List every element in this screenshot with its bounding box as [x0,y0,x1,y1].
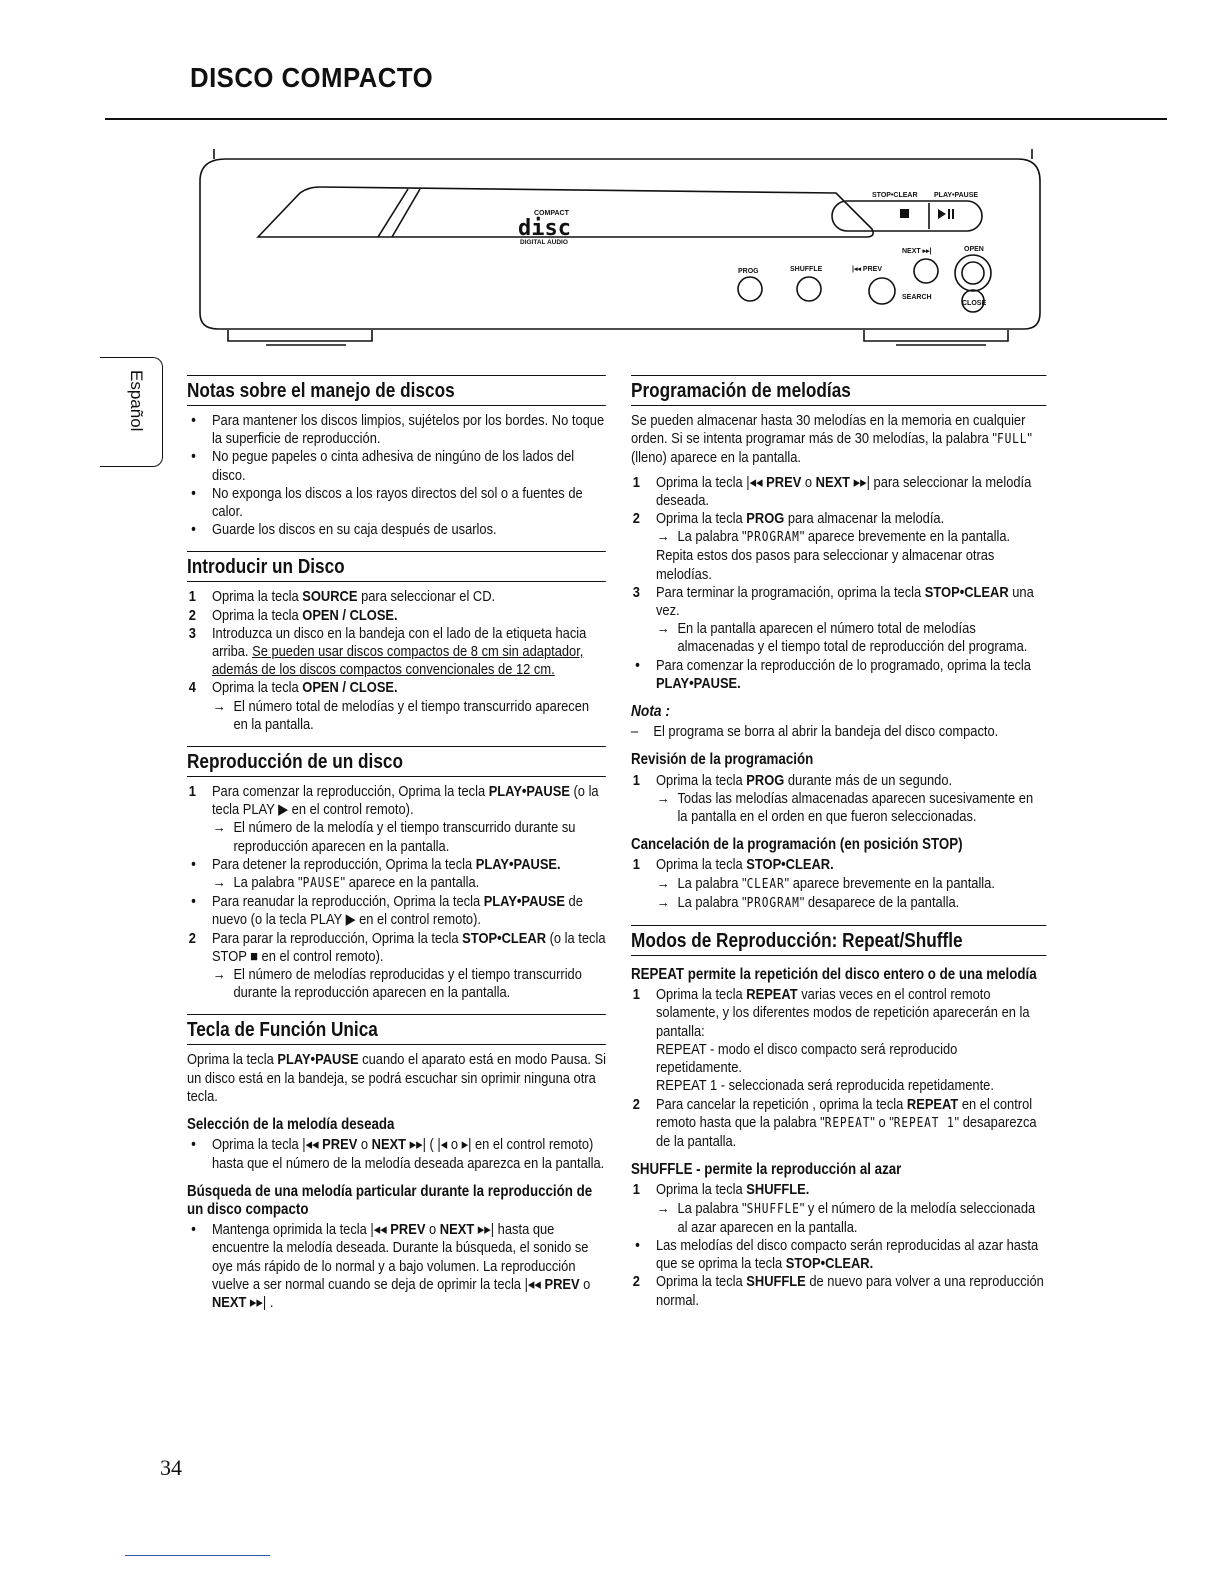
subheading-search-track: Búsqueda de una melodía particular durante la reproducción de un disco compacto [187,1182,593,1218]
close-label: CLOSE [962,300,987,307]
next-label: NEXT ▸▸| [902,248,932,255]
list-item: 4 Oprima la tecla OPEN / CLOSE. [188,679,398,697]
page-header-title: DISCO COMPACTO [190,62,434,93]
prog-label: PROG [738,268,759,275]
list-item: 1 Oprima la tecla SHUFFLE. [632,1181,810,1199]
footer-line [125,1555,270,1556]
list-item: • No pegue papeles o cinta adhesiva de ningúno de los lados del disco. [191,448,575,484]
list-item: • No exponga los discos a los rayos directos del sol o a fuentes de calor. [191,484,583,521]
shuffle-label: SHUFFLE [790,266,823,273]
language-tab-label: Español [127,370,146,432]
section-title-handling: Notas sobre el manejo de discos [187,375,606,406]
result-line: → El número de la melodía y el tiempo transcurrido durante su reproducción aparecen en la pantalla. [212,819,576,855]
header-rule [105,118,1167,120]
list-item: • Para detener la reproducción, Oprima la tecla PLAY•PAUSE. [191,855,561,873]
cd-player-illustration [196,145,1046,355]
paragraph: REPEAT 1 - seleccionada será reproducida repetidamente. [655,1077,994,1095]
result-line: → La palabra "CLEAR" aparece brevemente en la pantalla. [656,874,995,892]
list-item: 2 Para cancelar la repetición , oprima la tecla REPEAT en el control remoto hasta que la palabra "REPEAT" o "REPEAT 1" desaparezca de la pantalla. [632,1095,1037,1150]
list-item: 2 Oprima la tecla PROG para almacenar la melodía. [632,510,945,528]
list-item: 3 Para terminar la programación, oprima la tecla STOP•CLEAR una vez. [632,583,1034,620]
section-title-repeat-shuffle: Modos de Reproducción: Repeat/Shuffle [631,925,1046,956]
result-line: → Todas las melodías almacenadas aparecen sucesivamente en la pantalla en el orden en que fueron seleccionadas. [656,789,1034,826]
list-item: • Para reanudar la reproducción, Oprima la tecla PLAY•PAUSE de nuevo (o la tecla PLAY ▶ en el control remoto). [191,893,583,929]
list-item: 2 Para parar la reproducción, Oprima la tecla STOP•CLEAR (o la tecla STOP ■ en el control remoto). [188,929,606,965]
note-heading: Nota : [631,703,670,721]
subheading-shuffle: SHUFFLE - permite la reproducción al azar [631,1161,902,1179]
note-text: – El programa se borra al abrir la bandeja del disco compacto. [631,723,999,741]
stop-clear-label: STOP•CLEAR [872,192,918,199]
list-item: 1 Oprima la tecla SOURCE para seleccionar el CD. [188,588,496,606]
section-title-insert-disc: Introducir un Disco [187,551,606,582]
subheading-select-track: Selección de la melodía deseada [187,1116,395,1134]
play-pause-label: PLAY•PAUSE [934,192,979,199]
list-item: 1 Oprima la tecla REPEAT varias veces en el control remoto solamente, y los diferentes modos de repetición aparecerán en la pantalla: [632,986,1030,1040]
paragraph: Se pueden almacenar hasta 30 melodías en la memoria en cualquier orden. Si se intenta programar más de 30 melodías, la palabra "FULL" (lleno) aparece en la pantalla. [631,412,1032,467]
paragraph: Repita estos dos pasos para seleccionar y almacenar otras melodías. [655,547,995,583]
list-item: • Mantenga oprimida la tecla |◂◂ PREV o NEXT ▸▸| hasta que encuentre la melodía deseada. Durante la búsqueda, el sonido se oye más rápido de lo normal y a bajo volumen. La reproducción vuelve a ser normal cuando se deja de oprimir la tecla |◂◂ PREV o NEXT ▸▸| . [191,1221,591,1311]
section-title-playback: Reproducción de un disco [187,746,606,777]
right-column [631,375,1047,1310]
list-item: • Para mantener los discos limpios, sujételos por los bordes. No toque la superficie de reproducción. [191,412,605,448]
logo-compact-label: COMPACT [534,210,569,217]
list-item: • Para comenzar la reproducción de lo programado, oprima la tecla PLAY•PAUSE. [635,656,1031,692]
result-line: → La palabra "PAUSE" aparece en la pantalla. [212,874,480,892]
list-item: 2 Oprima la tecla SHUFFLE de nuevo para volver a una reproducción normal. [632,1273,1044,1309]
paragraph: REPEAT - modo el disco compacto será reproducido repetidamente. [655,1040,958,1077]
subheading-repeat: REPEAT permite la repetición del disco entero o de una melodía [631,966,1037,984]
result-line: → El número total de melodías y el tiempo transcurrido aparecen en la pantalla. [212,697,590,733]
list-item: 3 Introduzca un disco en la bandeja con el lado de la etiqueta hacia arriba. Se pueden usar discos compactos de 8 cm sin adaptador, además de los discos compactos convencionales de 12 cm. [188,624,587,679]
logo-disc-label: disc [518,216,571,241]
result-line: → La palabra "PROGRAM" aparece brevemente en la pantalla. [656,528,1011,546]
result-line: → El número de melodías reproducidas y el tiempo transcurrido durante la reproducción aparecen en la pantalla. [212,966,582,1002]
list-item: 1 Oprima la tecla STOP•CLEAR. [632,856,834,874]
list-item: 1 Oprima la tecla PROG durante más de un segundo. [632,771,953,789]
prev-label: |◂◂ PREV [852,266,882,273]
list-item: 2 Oprima la tecla OPEN / CLOSE. [188,606,398,624]
logo-digital-audio-label: DIGITAL AUDIO [520,239,568,246]
list-item: 1 Oprima la tecla |◂◂ PREV o NEXT ▸▸| para seleccionar la melodía deseada. [632,473,1032,509]
paragraph: Oprima la tecla PLAY•PAUSE cuando el aparato está en modo Pausa. Si un disco está en la bandeja, se podrá escuchar sin oprimir ninguna otra tecla. [187,1051,606,1105]
list-item: • Oprima la tecla |◂◂ PREV o NEXT ▸▸| ( |◂ o ▸| en el control remoto) hasta que el número de la melodía deseada aparezca en la pantalla. [191,1136,605,1172]
page-number: 34 [160,1455,182,1480]
list-item: • Guarde los discos en su caja después de usarlos. [191,521,497,539]
subheading-review-program: Revisión de la programación [631,751,814,769]
open-label: OPEN [964,246,984,253]
result-line: → La palabra "PROGRAM" desaparece de la pantalla. [656,893,960,911]
language-tab [100,357,163,467]
left-column [187,375,607,1312]
result-line: → En la pantalla aparecen el número total de melodías almacenadas y el tiempo total de reproducción del programa. [656,620,1028,656]
section-title-single-key: Tecla de Función Unica [187,1014,606,1045]
section-title-programming: Programación de melodías [631,375,1046,406]
result-line: → La palabra "SHUFFLE" y el número de la melodía seleccionada al azar aparecen en la pantalla. [656,1199,1036,1236]
search-label: SEARCH [902,294,932,301]
list-item: • Las melodías del disco compacto serán reproducidas al azar hasta que se oprima la tecla STOP•CLEAR. [635,1236,1039,1273]
list-item: 1 Para comenzar la reproducción, Oprima la tecla PLAY•PAUSE (o la tecla PLAY ▶ en el control remoto). [188,783,599,819]
subheading-cancel-program: Cancelación de la programación (en posición STOP) [631,836,963,854]
